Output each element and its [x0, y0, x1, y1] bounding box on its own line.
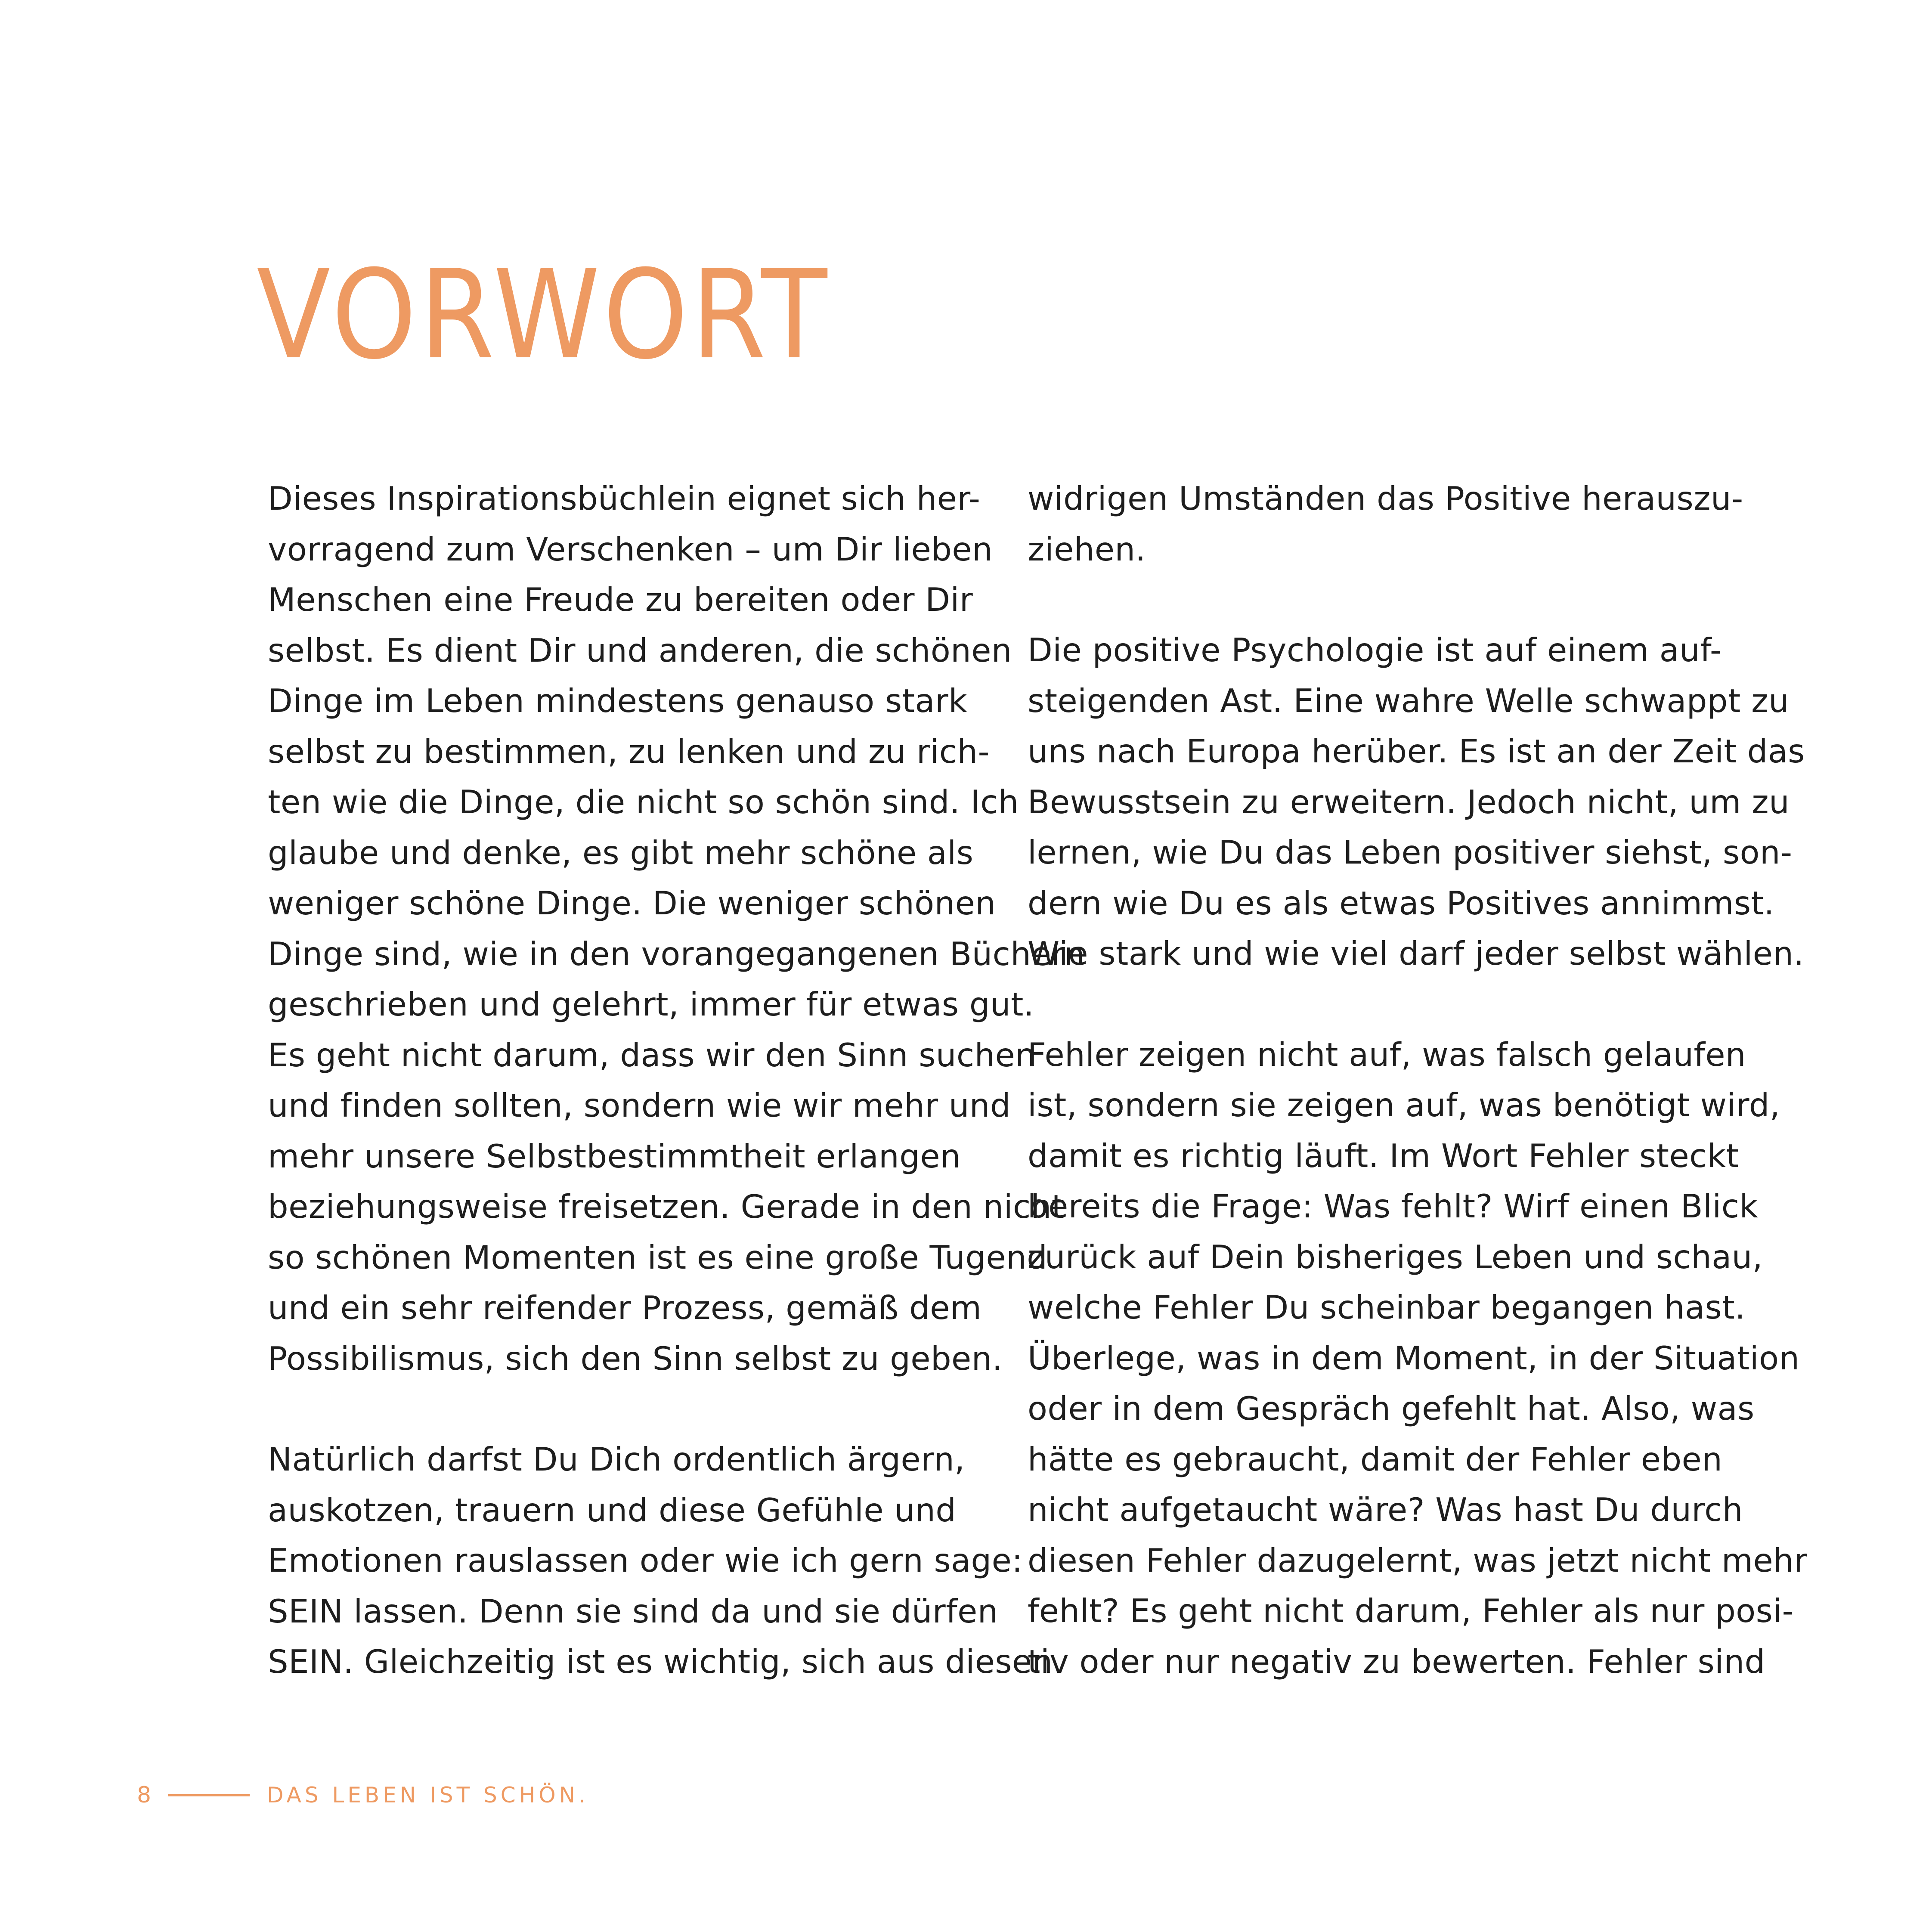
text-line: Menschen eine Freude zu bereiten oder Dir — [268, 581, 973, 619]
text-line: hätte es gebraucht, damit der Fehler eben — [1028, 1440, 1723, 1478]
text-line: Es geht nicht darum, dass wir den Sinn suchen — [268, 1036, 1036, 1074]
text-line: vorragend zum Verschenken – um Dir lieben — [268, 530, 993, 568]
text-line: Überlege, was in dem Moment, in der Situation — [1028, 1339, 1800, 1377]
text-line: auskotzen, trauern und diese Gefühle und — [268, 1491, 957, 1529]
text-line: selbst. Es dient Dir und anderen, die schönen — [268, 631, 1012, 669]
text-line: Fehler zeigen nicht auf, was falsch gelaufen — [1028, 1035, 1746, 1074]
text-line: lernen, wie Du das Leben positiver siehst, son- — [1028, 833, 1793, 871]
footer-divider — [168, 1794, 250, 1796]
text-line: Possibilismus, sich den Sinn selbst zu geben. — [268, 1339, 1003, 1378]
text-line: und finden sollten, sondern wie wir mehr und — [268, 1087, 1011, 1124]
text-line: welche Fehler Du scheinbar begangen hast. — [1028, 1288, 1746, 1326]
text-column-left — [268, 474, 1085, 1738]
paragraph — [268, 474, 1085, 1384]
text-line: tiv oder nur negativ zu bewerten. Fehler sind — [1028, 1642, 1765, 1681]
text-line: Dinge im Leben mindestens genauso stark — [268, 682, 968, 720]
text-line: selbst zu bestimmen, zu lenken und zu rich- — [268, 732, 990, 771]
text-line: diesen Fehler dazugelernt, was jetzt nicht mehr — [1028, 1541, 1808, 1579]
text-line: mehr unsere Selbstbestimmtheit erlangen — [268, 1137, 961, 1175]
text-column-right — [1028, 474, 1808, 1737]
text-line: ziehen. — [1028, 530, 1146, 568]
text-line: SEIN. Gleichzeitig ist es wichtig, sich aus diesen — [268, 1643, 1053, 1681]
text-line: so schönen Momenten ist es eine große Tugend — [268, 1238, 1048, 1276]
page-footer — [137, 1782, 589, 1808]
page-title: VORWORT — [257, 244, 830, 387]
text-line: dern wie Du es als etwas Positives annimmst. — [1028, 884, 1774, 922]
paragraph — [1028, 474, 1743, 575]
text-line: Natürlich darfst Du Dich ordentlich ärgern, — [268, 1440, 965, 1478]
text-line: Dinge sind, wie in den vorangegangenen Büchern — [268, 935, 1085, 973]
text-line: Wie stark und wie viel darf jeder selbst wählen. — [1028, 935, 1804, 972]
text-line: ten wie die Dinge, die nicht so schön sind. Ich — [268, 783, 1019, 821]
text-line: und ein sehr reifender Prozess, gemäß dem — [268, 1289, 982, 1327]
text-line: damit es richtig läuft. Im Wort Fehler steckt — [1028, 1136, 1739, 1175]
running-title: DAS LEBEN IST SCHÖN. — [267, 1783, 589, 1808]
text-line: geschrieben und gelehrt, immer für etwas gut. — [268, 985, 1034, 1023]
paragraph — [1028, 1030, 1808, 1687]
text-line: steigenden Ast. Eine wahre Welle schwappt zu — [1028, 681, 1790, 720]
text-line: Bewusstsein zu erweitern. Jedoch nicht, um zu — [1028, 783, 1790, 821]
text-line: uns nach Europa herüber. Es ist an der Zeit das — [1028, 732, 1805, 770]
text-line: Emotionen rauslassen oder wie ich gern sage: — [268, 1542, 1023, 1579]
text-line: glaube und denke, es gibt mehr schöne als — [268, 833, 974, 872]
text-line: bereits die Frage: Was fehlt? Wirf einen Blick — [1028, 1187, 1759, 1225]
text-line: oder in dem Gespräch gefehlt hat. Also, was — [1028, 1390, 1755, 1427]
text-line: Die positive Psychologie ist auf einem auf- — [1028, 631, 1722, 669]
text-line: beziehungsweise freisetzen. Gerade in den nicht — [268, 1188, 1065, 1226]
text-line: fehlt? Es geht nicht darum, Fehler als nur posi- — [1028, 1592, 1794, 1630]
text-line: Dieses Inspirationsbüchlein eignet sich her- — [268, 480, 981, 517]
paragraph — [268, 1434, 1053, 1687]
text-line: weniger schöne Dinge. Die weniger schönen — [268, 884, 996, 922]
text-line: SEIN lassen. Denn sie sind da und sie dürfen — [268, 1592, 998, 1630]
text-line: widrigen Umständen das Positive herauszu- — [1028, 480, 1743, 517]
text-line: nicht aufgetaucht wäre? Was hast Du durch — [1028, 1491, 1743, 1529]
paragraph — [1028, 625, 1805, 979]
text-line: zurück auf Dein bisheriges Leben und schau, — [1028, 1238, 1763, 1276]
page-number: 8 — [137, 1782, 152, 1808]
text-line: ist, sondern sie zeigen auf, was benötigt wird, — [1028, 1086, 1780, 1124]
